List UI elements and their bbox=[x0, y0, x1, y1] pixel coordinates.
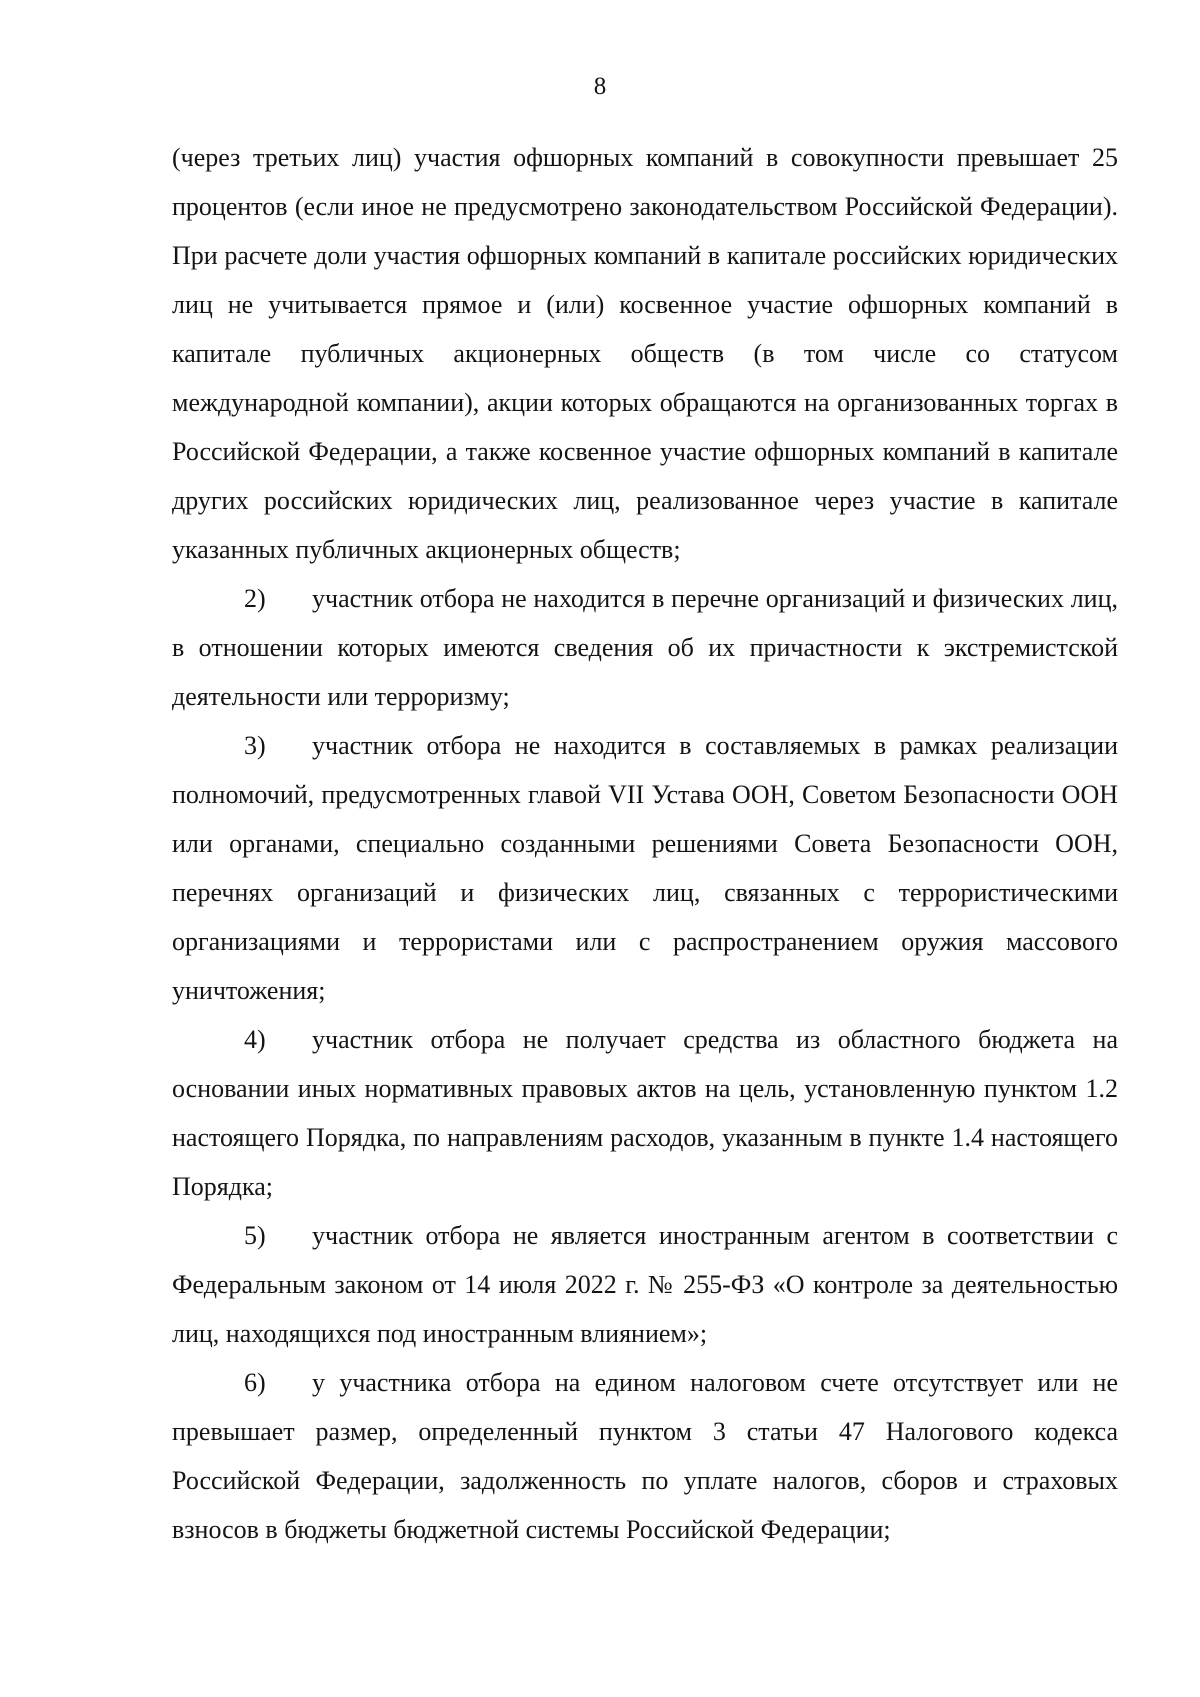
list-item-number: 4) bbox=[244, 1025, 266, 1054]
list-item-text: участник отбора не получает средства из областного бюджета на основании иных нормативных правовых актов на цель, установленную пунктом 1.2 настоящего Порядка, по направлениям расходов, указанным в пункте 1.4 настоящего Порядка; bbox=[172, 1025, 1118, 1201]
paragraph-continuation: (через третьих лиц) участия офшорных компаний в совокупности превышает 25 процентов (если иное не предусмотрено законодательством Российской Федерации). При расчете доли участия офшорных компаний в капитале российских юридических лиц не учитывается прямое и (или) косвенное участие офшорных компаний в капитале публичных акционерных обществ (в том числе со статусом международной компании), акции которых обращаются на организованных торгах в Российской Федерации, а также косвенное участие офшорных компаний в капитале других российских юридических лиц, реализованное через участие в капитале указанных публичных акционерных обществ; bbox=[172, 143, 1118, 564]
list-item-number: 3) bbox=[244, 731, 266, 760]
list-item-4 bbox=[172, 1015, 1118, 1211]
list-item-3 bbox=[172, 721, 1118, 1015]
list-item-number: 2) bbox=[244, 584, 266, 613]
page-number: 8 bbox=[593, 73, 607, 100]
list-item-number: 6) bbox=[244, 1368, 266, 1397]
list-item-5 bbox=[172, 1211, 1118, 1358]
list-item-text: участник отбора не является иностранным агентом в соответствии с Федеральным законом от 14 июля 2022 г. № 255-ФЗ «О контроле за деятельностью лиц, находящихся под иностранным влиянием»; bbox=[172, 1221, 1118, 1348]
list-item-text: участник отбора не находится в перечне организаций и физических лиц, в отношении которых имеются сведения об их причастности к экстремистской деятельности или терроризму; bbox=[172, 584, 1118, 711]
list-item-text: участник отбора не находится в составляемых в рамках реализации полномочий, предусмотренных главой VII Устава ООН, Советом Безопасности ООН или органами, специально созданными решениями Совета Безопасности ООН, перечнях организаций и физических лиц, связанных с террористическими организациями и террористами или с распространением оружия массового уничтожения; bbox=[172, 731, 1118, 1005]
list-item-6 bbox=[172, 1358, 1118, 1554]
list-item-2 bbox=[172, 574, 1118, 721]
document-body bbox=[172, 133, 1118, 1554]
list-item-number: 5) bbox=[244, 1221, 266, 1250]
list-item-text: у участника отбора на едином налоговом счете отсутствует или не превышает размер, определенный пунктом 3 статьи 47 Налогового кодекса Российской Федерации, задолженность по уплате налогов, сборов и страховых взносов в бюджеты бюджетной системы Российской Федерации; bbox=[172, 1368, 1118, 1544]
